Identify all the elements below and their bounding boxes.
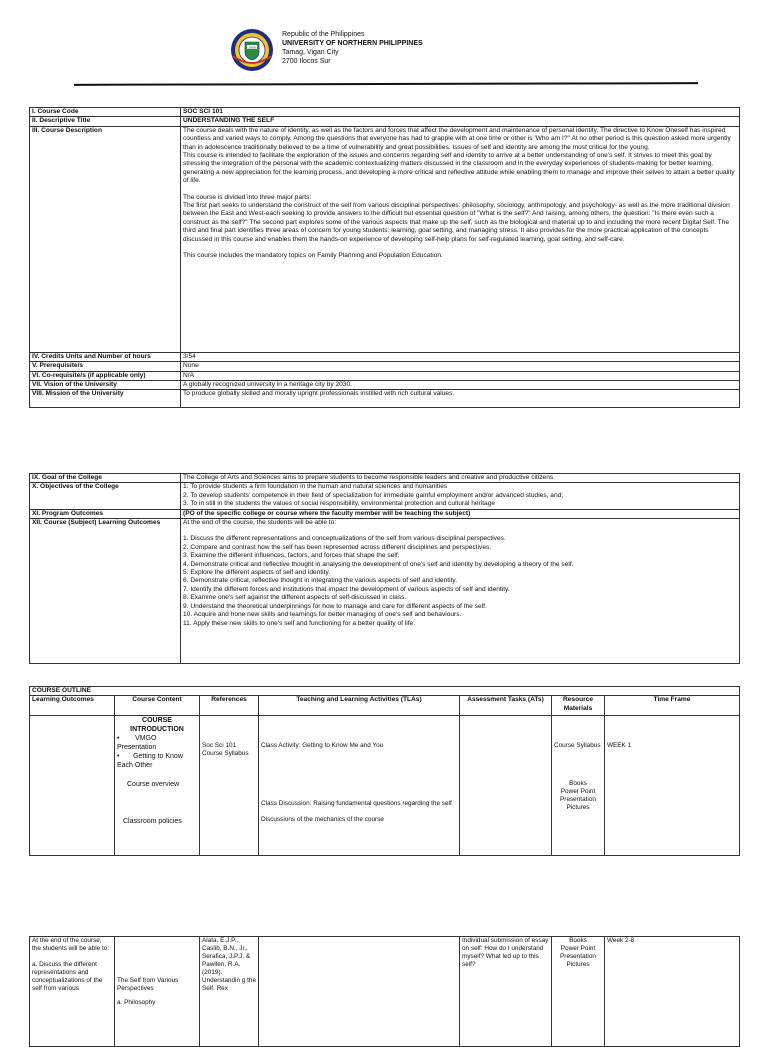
- table-row: [30, 390, 740, 408]
- assessment-cell: [460, 716, 552, 856]
- corequisite-value: N/A: [181, 371, 740, 380]
- table-row: [30, 108, 740, 117]
- resource-text: Power Point Presentation: [560, 788, 596, 804]
- time-frame-cell: [605, 716, 740, 856]
- lo-item: a. Discuss the different representations and conceptualizations of the self from various: [32, 961, 103, 992]
- assessment-cell: Individual submission of essay on self: How do I understand myself? What led up to this self?: [460, 937, 552, 1047]
- table-row: [30, 117, 740, 126]
- description-paragraph: This course is intended to facilitate the exploration of the issues and concerns regarding self and identity to arrive at a better understanding of one's self. It strives to meet this goal by stressing the integration of the personal with the academic contextualizing matters discussed in the classroom and in the everyday experiences of students-making for better learning, generating a new appreciation for the learning process, and developing a more critical and reflective attitude while enabling them to manage and improve their selves to attain a better quality of life.: [183, 152, 735, 185]
- table-row: [30, 371, 740, 380]
- list-item: • VMGO Presentation: [117, 735, 157, 752]
- program-outcomes-label: XI. Program Outcomes: [30, 509, 181, 518]
- list-item: 8. Examine one's self against the different aspects of self-discussed in class.: [183, 594, 407, 602]
- list-item: 1. To provide students a firm foundation in the human and natural sciences and humanities: [183, 483, 448, 491]
- references-cell: Alata, E.J.P., Caslib, B.N., Jr., Serafica, J.P.J. & Pawilen, R.A. (2019). Understandin g the Self. Rex: [200, 937, 259, 1047]
- course-outline-title: COURSE OUTLINE: [30, 687, 740, 696]
- content-subtopic: a. Philosophy: [117, 999, 156, 1006]
- address-line-2: 2700 Ilocos Sur: [282, 58, 331, 65]
- table-row: [30, 381, 740, 390]
- time-frame-cell: Week 2-8: [605, 937, 740, 1047]
- resource-text: Books: [569, 780, 587, 788]
- resource-text: Power Point Presentation: [560, 945, 596, 960]
- column-header: Teaching and Learning Activities (TLAs): [259, 696, 460, 716]
- tla-cell: [259, 716, 460, 856]
- table-row: [30, 937, 740, 1047]
- list-item: 9. Understand the theoretical underpinnings for how to manage and care for different aspects of the self.: [183, 602, 487, 610]
- list-item: 7. Identify the different forces and institutions that impact the development of various aspects of self and identity.: [183, 585, 510, 593]
- mission-label: VIII. Mission of the University: [30, 390, 181, 408]
- resource-text: Pictures: [566, 804, 590, 812]
- tla-item: Discussions of the mechanics of the course: [261, 816, 384, 824]
- list-item: 4. Demonstrate critical and reflective thought in analysing the development of one's self and identity by developing a theory of the self.: [183, 560, 574, 568]
- list-item: 11. Apply these new skills to one's self and functioning for a better quality of life.: [183, 619, 416, 627]
- list-item: 6. Demonstrate critical, reflective thought in integrating the various aspects of self and identity.: [183, 577, 458, 585]
- republic-line: Republic of the Philippines: [282, 31, 365, 38]
- course-info-table: [29, 107, 740, 408]
- list-item: 2. Compare and contrast how the self has been represented across different disciplines and perspectives.: [183, 543, 492, 551]
- seal-year: 1906: [248, 45, 256, 50]
- mission-value: To produce globally skilled and morally upright professionals instilled with rich cultural values.: [181, 390, 740, 408]
- table-row: [30, 519, 740, 664]
- university-name: UNIVERSITY OF NORTHERN PHILIPPINES: [282, 40, 423, 47]
- resource-cell: [552, 937, 605, 1047]
- tla-cell: [259, 937, 460, 1047]
- credits-label: IV. Credits Units and Number of hours: [30, 352, 181, 361]
- course-overview: Course overview: [127, 781, 180, 789]
- descriptive-title: UNDERSTANDING THE SELF: [181, 117, 740, 126]
- vision-value: A globally recognized university in a heritage city by 2030.: [181, 381, 740, 390]
- header-divider: [74, 82, 698, 85]
- tla-item: Class Discussion: Raising fundamental questions regarding the self: [261, 800, 452, 808]
- table-row: [30, 509, 740, 518]
- college-table: [29, 473, 740, 664]
- column-header: Course Content: [115, 696, 200, 716]
- column-header: Assessment Tasks (ATs): [460, 696, 552, 716]
- objectives-list: [181, 483, 740, 509]
- learning-outcomes-label: XII. Course (Subject) Learning Outcomes: [30, 519, 181, 664]
- reference-text: Soc Sci 101 Course Syllabus: [202, 742, 249, 758]
- goal-value: The College of Arts and Sciences aims to prepare students to become responsible leaders and creative and productive citizens: [181, 474, 740, 483]
- lo-intro: At the end of the course, the students will be able to:: [32, 937, 110, 952]
- list-item: 10. Acquire and hone new skills and learnings for better managing of one's self and behaviours.: [183, 611, 462, 619]
- table-row: [30, 474, 740, 483]
- column-header: Time Frame: [605, 696, 740, 716]
- description-paragraph: The course deals with the nature of identity, as well as the factors and forces that affect the development and maintenance of personal identity. The directive to Know Oneself has inspired countless and varied ways to comply. Among the questions that everyone has had to grapple with at one time or other is 'Who am I?" At no other period is this question asked more urgently than in adolescence traditionally believed to be a time of vulnerability and great possibilities. Issues of self and identity are among the most critical for the young.: [183, 126, 731, 151]
- course-description: [181, 126, 740, 352]
- credits-value: 3/54: [181, 352, 740, 361]
- descriptive-title-label: II. Descriptive Title: [30, 117, 181, 126]
- list-item: 2. To develop students' competence in their field of specialization for immediate gainful employment and/or advanced studies, and;: [183, 491, 564, 499]
- column-header: Resource Materials: [552, 696, 605, 716]
- column-header: Learning Outcomes: [30, 696, 115, 716]
- list-item: 3. To in still in the students the values of social responsibility, environmental protection and cultural heritage: [183, 500, 496, 508]
- prerequisite-label: V. Prerequisite/s: [30, 362, 181, 371]
- table-row: [30, 362, 740, 371]
- table-row: [30, 483, 740, 509]
- learning-outcomes-cell: [30, 937, 115, 1047]
- course-outline-continued: [29, 936, 740, 1047]
- learning-outcomes-list: [181, 519, 740, 664]
- learning-outcomes-cell: [30, 716, 115, 856]
- goal-label: IX. Goal of the College: [30, 474, 181, 483]
- objectives-label: X. Objectives of the College: [30, 483, 181, 509]
- list-item: 1. Discuss the different representations and conceptualizations of the self from various disciplinal perspectives.: [183, 535, 506, 543]
- course-content-cell: [115, 716, 200, 856]
- corequisite-label: VI. Co-requisite/s (if applicable only): [30, 371, 181, 380]
- table-row: [30, 352, 740, 361]
- list-item-text: Getting to Know Each Other: [117, 753, 183, 770]
- resource-cell: [552, 716, 605, 856]
- week-label: WEEK 1: [607, 742, 632, 750]
- description-paragraph: The first part seeks to understand the construct of the self from various disciplinal perspectives: philosophy, sociology, anthropology, and psychology- as well as the more traditional division between the East and West-each seeking to provide answers to the difficult but essential question of "What is the self?" And raising, among others, the question: "Is there even such a construct as the self?" The second part explores some of the various aspects that make up the self, such as the biological and material up to and including the more recent Digital Self. The third and final part identifies three areas of concern for young students: learning, goal setting, and managing stress. It also provides for the more practical application of the concepts discussed in this course and enables them the hands-on experience of developing self-help plans for self-regulated learning, goal setting, and self-care.: [183, 202, 730, 243]
- list-item: 3. Examine the different influences, factors, and forces that shape the self.: [183, 552, 400, 560]
- university-seal-icon: [230, 28, 274, 72]
- references-cell: [200, 716, 259, 856]
- table-row: [30, 716, 740, 856]
- classroom-policies: Classroom policies: [123, 818, 182, 826]
- list-item: 5. Explore the different aspects of self and identity.: [183, 569, 331, 577]
- column-header: References: [200, 696, 259, 716]
- content-topic: The Self from Various Perspectives: [117, 977, 179, 992]
- resource-text: Pictures: [566, 961, 590, 968]
- learning-outcomes-intro: At the end of the course, the students will be able to:: [183, 519, 337, 527]
- course-code: SOC SCI 101: [181, 108, 740, 117]
- header-text: [282, 30, 423, 66]
- course-content-cell: [115, 937, 200, 1047]
- description-paragraph: This course includes the mandatory topics on Family Planning and Population Education.: [183, 252, 443, 260]
- vision-label: VII. Vision of the University: [30, 381, 181, 390]
- table-row: [30, 126, 740, 352]
- description-paragraph: The course is divided into three major parts:: [183, 193, 312, 201]
- resource-text: Books: [569, 937, 587, 944]
- table-header-row: [30, 696, 740, 716]
- resource-text: Course Syllabus: [554, 742, 601, 750]
- course-introduction-title: COURSE INTRODUCTION: [130, 717, 184, 734]
- course-description-label: III. Course Description: [30, 126, 181, 352]
- tla-item: Class Activity: Getting to Know Me and You: [261, 742, 384, 750]
- course-outline-table: [29, 686, 740, 856]
- course-code-label: I. Course Code: [30, 108, 181, 117]
- table-row: [30, 687, 740, 696]
- prerequisite-value: None: [181, 362, 740, 371]
- list-item: • Getting to Know Each Other: [117, 753, 183, 770]
- program-outcomes-value: (PO of the specific college or course where the faculty member will be teaching the subject): [181, 509, 740, 518]
- document-header: [0, 0, 768, 90]
- list-item-text: VMGO Presentation: [117, 735, 157, 752]
- address-line-1: Tamag, Vigan City: [282, 49, 339, 56]
